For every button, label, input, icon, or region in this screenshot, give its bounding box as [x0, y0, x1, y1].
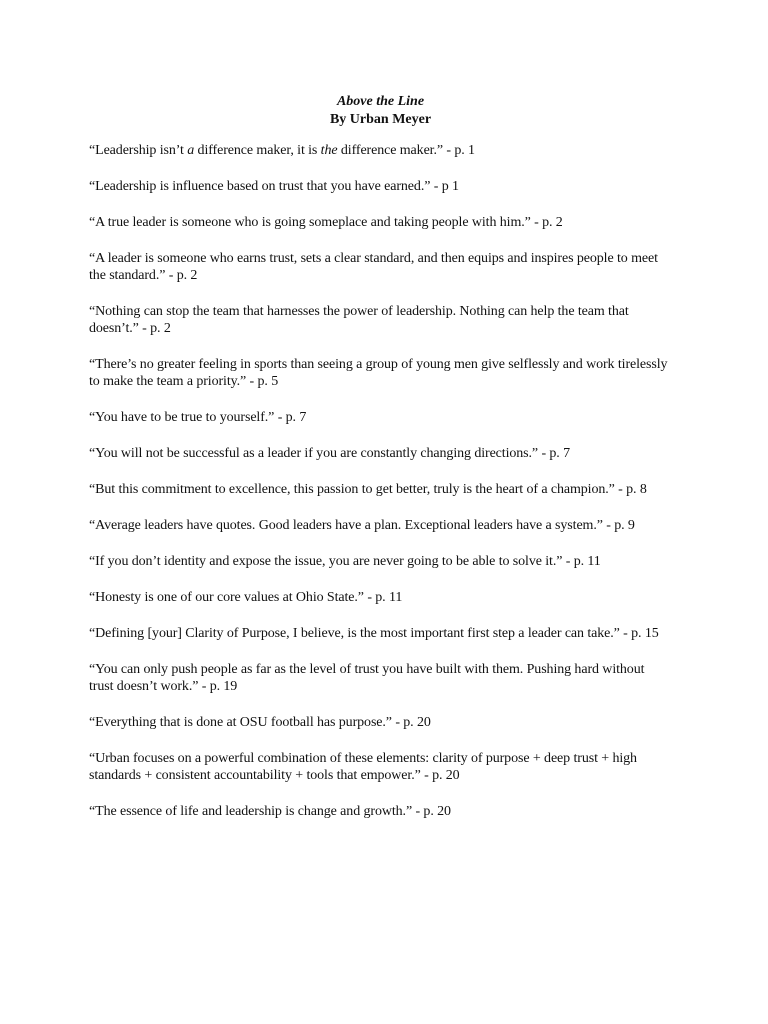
quote-item: “You will not be successful as a leader if you are constantly changing directions.” - p. 7 — [89, 446, 571, 461]
quote-item: “A true leader is someone who is going someplace and taking people with him.” - p. 2 — [89, 215, 563, 230]
quote-emphasis: the — [320, 143, 338, 158]
quote-item: “Average leaders have quotes. Good leaders have a plan. Exceptional leaders have a system.” - p. 9 — [89, 518, 635, 533]
title-block — [89, 92, 672, 129]
quote-text: “Leadership isn’t — [89, 143, 188, 158]
quote-item: “Defining [your] Clarity of Purpose, I believe, is the most important first step a leader can take.” - p. 15 — [89, 626, 659, 641]
quote-item: “Everything that is done at OSU football has purpose.” - p. 20 — [89, 715, 431, 730]
quote-item: “If you don’t identity and expose the issue, you are never going to be able to solve it.” - p. 11 — [89, 554, 601, 569]
quote-item: “The essence of life and leadership is change and growth.” - p. 20 — [89, 804, 451, 819]
quote-item: “But this commitment to excellence, this passion to get better, truly is the heart of a champion.” - p. 8 — [89, 482, 647, 497]
quote-item: “Honesty is one of our core values at Ohio State.” - p. 11 — [89, 590, 403, 605]
quote-item — [89, 142, 672, 159]
document-title: Above the Line — [336, 94, 425, 109]
quote-item: “You can only push people as far as the level of trust you have built with them. Pushing hard without trust doesn’t work.” - p. 19 — [89, 662, 645, 694]
quote-emphasis: a — [187, 143, 195, 158]
quote-item: “Urban focuses on a powerful combination of these elements: clarity of purpose + deep trust + high standards + consistent accountability + tools that empower.” - p. 20 — [89, 751, 637, 783]
quote-text: difference maker, it is — [194, 143, 321, 158]
quote-item: “There’s no greater feeling in sports than seeing a group of young men give selflessly and work tirelessly to make the team a priority.” - p. 5 — [89, 357, 668, 389]
quote-item: “You have to be true to yourself.” - p. 7 — [89, 410, 307, 425]
quote-text: difference maker.” - p. 1 — [337, 143, 475, 158]
quote-item: “Nothing can stop the team that harnesses the power of leadership. Nothing can help the team that doesn’t.” - p. 2 — [89, 304, 629, 336]
quote-item: “Leadership is influence based on trust that you have earned.” - p 1 — [89, 179, 459, 194]
quote-item: “A leader is someone who earns trust, sets a clear standard, and then equips and inspires people to meet the standard.” - p. 2 — [89, 251, 658, 283]
document-author: By Urban Meyer — [329, 112, 432, 127]
